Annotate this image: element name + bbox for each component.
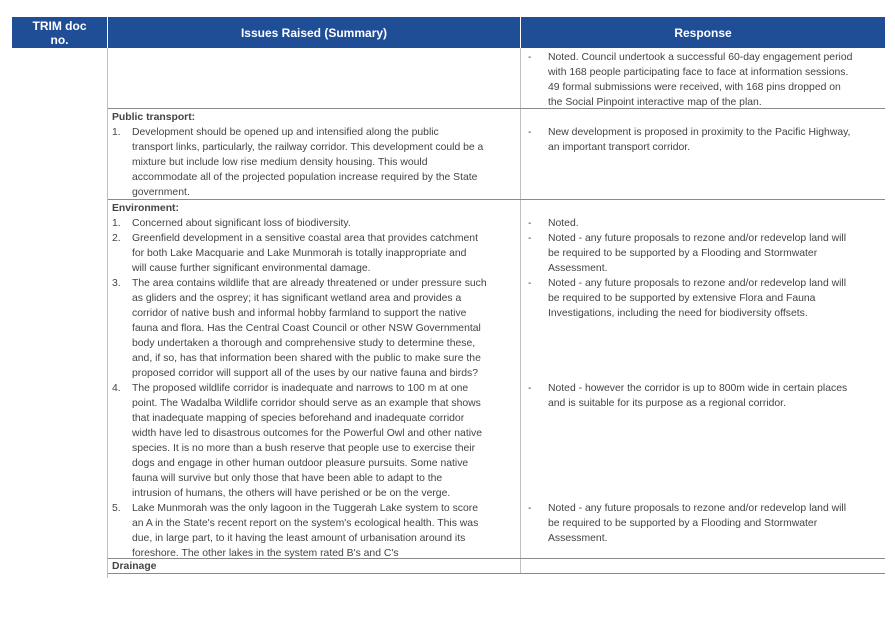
- text-line: and, if so, has that information been shared with the public to make sure the: [132, 353, 481, 364]
- bullet-dash: -: [528, 127, 532, 138]
- text-line: Noted.: [548, 218, 579, 229]
- text-line: as gliders and the osprey; it has significant wetland area and provides a: [132, 293, 462, 304]
- header-trim-doc-no: [12, 17, 107, 48]
- text-line: be required to be supported by a Flooding and Stormwater: [548, 248, 818, 259]
- item-number: 4.: [112, 383, 121, 394]
- bullet-dash: -: [528, 52, 532, 63]
- section-title-environment: Environment:: [112, 203, 179, 214]
- text-line: Noted - any future proposals to rezone and/or redevelop land will: [548, 278, 847, 289]
- text-line: point. The Wadalba Wildlife corridor should serve as an example that shows: [132, 398, 481, 409]
- text-line: be required to be supported by a Flooding and Stormwater: [548, 518, 818, 529]
- text-line: accommodate all of the projected population increase required by the State: [132, 172, 478, 183]
- text-line: intrusion of humans, the others will have perished or be on the verge.: [132, 488, 451, 499]
- text-line: New development is proposed in proximity to the Pacific Highway,: [548, 127, 851, 138]
- text-line: transport links, particularly, the railway corridor. This development could be a: [132, 142, 484, 153]
- text-line: be required to be supported by extensive Flora and Fauna: [548, 293, 816, 304]
- header-trim-line1: TRIM doc: [32, 18, 87, 33]
- text-line: Investigations, including the need for biodiversity offsets.: [548, 308, 808, 319]
- text-line: Concerned about significant loss of biodiversity.: [132, 218, 351, 229]
- text-line: fauna and flora. Has the Central Coast Council or other NSW Governmental: [132, 323, 481, 334]
- item-number: 5.: [112, 503, 121, 514]
- bullet-dash: -: [528, 233, 532, 244]
- bullet-dash: -: [528, 278, 532, 289]
- text-line: mixture but include low rise medium density housing. This would: [132, 157, 428, 168]
- text-line: width have led to disastrous outcomes for the Powerful Owl and other native: [132, 428, 483, 439]
- text-line: the Social Pinpoint interactive map of the plan.: [548, 97, 762, 108]
- row-divider: [108, 573, 885, 574]
- text-line: Lake Munmorah was the only lagoon in the Tuggerah Lake system to score: [132, 503, 478, 514]
- header-trim-line2: no.: [50, 32, 69, 47]
- text-line: an A in the State's recent report on the system's ecological health. This was: [132, 518, 479, 529]
- text-line: will cause further significant environmental damage.: [132, 263, 371, 274]
- bullet-dash: -: [528, 218, 532, 229]
- text-line: Noted - any future proposals to rezone and/or redevelop land will: [548, 503, 847, 514]
- section-title-public-transport: Public transport:: [112, 112, 196, 123]
- text-line: Greenfield development in a sensitive coastal area that provides catchment: [132, 233, 478, 244]
- bullet-dash: -: [528, 503, 532, 514]
- text-line: The area contains wildlife that are already threatened or under pressure such: [132, 278, 487, 289]
- text-line: government.: [132, 187, 190, 198]
- text-line: body undertaken a thorough and comprehensive study to determine these,: [132, 338, 476, 349]
- text-line: Noted - any future proposals to rezone and/or redevelop land will: [548, 233, 847, 244]
- header-issues-raised: Issues Raised (Summary): [108, 17, 520, 48]
- column-divider-left: [107, 48, 108, 578]
- text-line: Noted - however the corridor is up to 800m wide in certain places: [548, 383, 848, 394]
- item-number: 2.: [112, 233, 121, 244]
- header-response: Response: [521, 17, 885, 48]
- column-divider-middle: [520, 48, 521, 573]
- bullet-dash: -: [528, 383, 532, 394]
- section-title-drainage: Drainage: [112, 561, 157, 572]
- item-number: 1.: [112, 218, 121, 229]
- text-line: that inadequate mapping of species beforehand and inadequate corridor: [132, 413, 465, 424]
- text-line: due, in large part, to it having the least amount of urbanisation around its: [132, 533, 466, 544]
- text-line: species. It is no more than a bush reserve that people use to exercise their: [132, 443, 476, 454]
- text-line: an important transport corridor.: [548, 142, 691, 153]
- text-line: corridor of native bush and informal hobby farmland to support the native: [132, 308, 467, 319]
- text-line: and is suitable for its purpose as a regional corridor.: [548, 398, 786, 409]
- text-line: dogs and engage in other human outdoor pleasure pursuits. Some native: [132, 458, 469, 469]
- item-number: 1.: [112, 127, 121, 138]
- text-line: Noted. Council undertook a successful 60-day engagement period: [548, 52, 853, 63]
- text-line: with 168 people participating face to face at information sessions.: [548, 67, 849, 78]
- text-line: The proposed wildlife corridor is inadequate and narrows to 100 m at one: [132, 383, 469, 394]
- text-line: Development should be opened up and intensified along the public: [132, 127, 439, 138]
- text-line: for both Lake Macquarie and Lake Munmorah is totally inappropriate and: [132, 248, 467, 259]
- text-line: fauna will survive but only those that have been able to adapt to the: [132, 473, 443, 484]
- text-line: proposed corridor will support all of the uses by our native fauna and birds?: [132, 368, 478, 379]
- item-number: 3.: [112, 278, 121, 289]
- text-line: Assessment.: [548, 263, 608, 274]
- text-line: Assessment.: [548, 533, 608, 544]
- text-line: 49 formal submissions were received, with 168 pins dropped on: [548, 82, 841, 93]
- text-line: foreshore. The other lakes in the system rated B's and C's: [132, 548, 399, 559]
